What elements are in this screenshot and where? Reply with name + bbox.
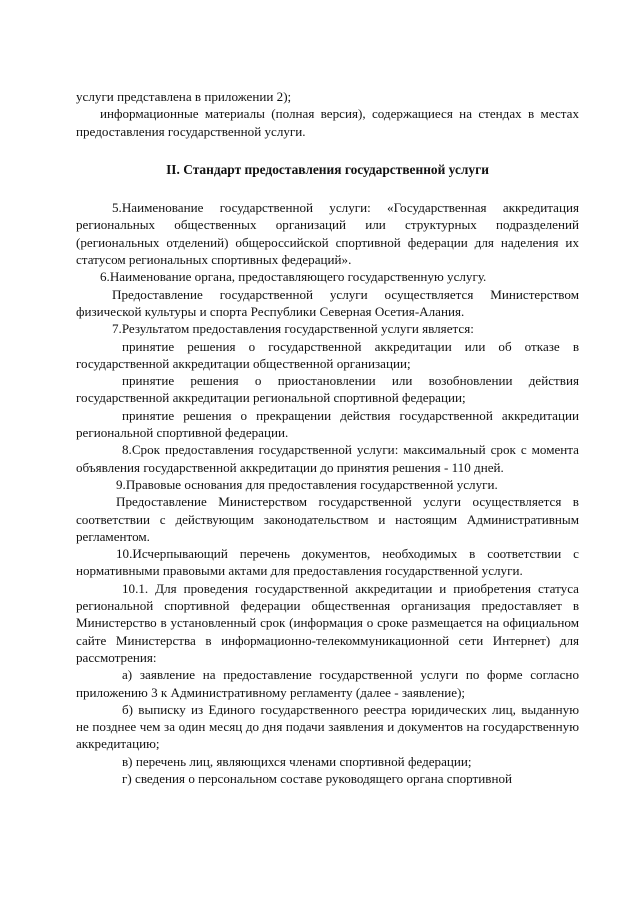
paragraph: принятие решения о приостановлении или возобновлении действия государственной аккредитации региональной спортивной федерации; bbox=[76, 373, 579, 406]
paragraph: принятие решения о государственной аккредитации или об отказе в государственной аккредитации общественной организации; bbox=[76, 338, 579, 371]
section-heading: II. Стандарт предоставления государственной услуги bbox=[166, 161, 489, 177]
paragraph: г) сведения о персональном составе руководящего органа спортивной bbox=[122, 770, 513, 786]
paragraph: Предоставление государственной услуги осуществляется Министерством физической культуры и спорта Республики Северная Осетия-Алания. bbox=[76, 286, 579, 319]
paragraph: 9.Правовые основания для предоставления государственной услуги. bbox=[116, 476, 498, 492]
paragraph: 6.Наименование органа, предоставляющего государственную услугу. bbox=[100, 269, 487, 285]
paragraph: 7.Результатом предоставления государственной услуги является: bbox=[112, 321, 474, 337]
paragraph: а) заявление на предоставление государственной услуги по форме согласно приложению 3 к Административному регламенту (далее - заявление); bbox=[76, 667, 579, 700]
document-page bbox=[76, 88, 579, 787]
paragraph: услуги представлена в приложении 2); bbox=[76, 89, 292, 104]
paragraph: б) выписку из Единого государственного реестра юридических лиц, выданную не позднее чем за один месяц до дня подачи заявления и документов на государственную аккредитацию; bbox=[76, 701, 579, 752]
paragraph: Предоставление Министерством государственной услуги осуществляется в соответствии с действующим законодательством и настоящим Административным регламентом. bbox=[76, 494, 579, 544]
paragraph: информационные материалы (полная версия), содержащиеся на стендах в местах предоставления государственной услуги. bbox=[76, 106, 579, 139]
paragraph: 8.Срок предоставления государственной услуги: максимальный срок с момента объявления государственной аккредитации до принятия решения - 110 дней. bbox=[76, 442, 579, 475]
paragraph: 10.Исчерпывающий перечень документов, необходимых в соответствии с нормативными правовыми актами для предоставления государственной услуги. bbox=[76, 546, 579, 579]
paragraph: в) перечень лиц, являющихся членами спортивной федерации; bbox=[122, 753, 472, 769]
paragraph: 5.Наименование государственной услуги: «Государственная аккредитация региональных общественных организаций или структурных подразделений (региональных отделений) общероссийской спортивной федерации для наделения их статусом региональных спортивных федераций». bbox=[76, 200, 579, 268]
paragraph: принятие решения о прекращении действия государственной аккредитации региональной спортивной федерации. bbox=[76, 407, 579, 441]
paragraph: 10.1. Для проведения государственной аккредитации и приобретения статуса региональной спортивной федерации общественная организация предоставляет в Министерство в установленный срок (информация о сроке размещается на официальном сайте Министерства в информационно-телекоммуникационной сети Интернет) для рассмотрения: bbox=[76, 580, 579, 665]
